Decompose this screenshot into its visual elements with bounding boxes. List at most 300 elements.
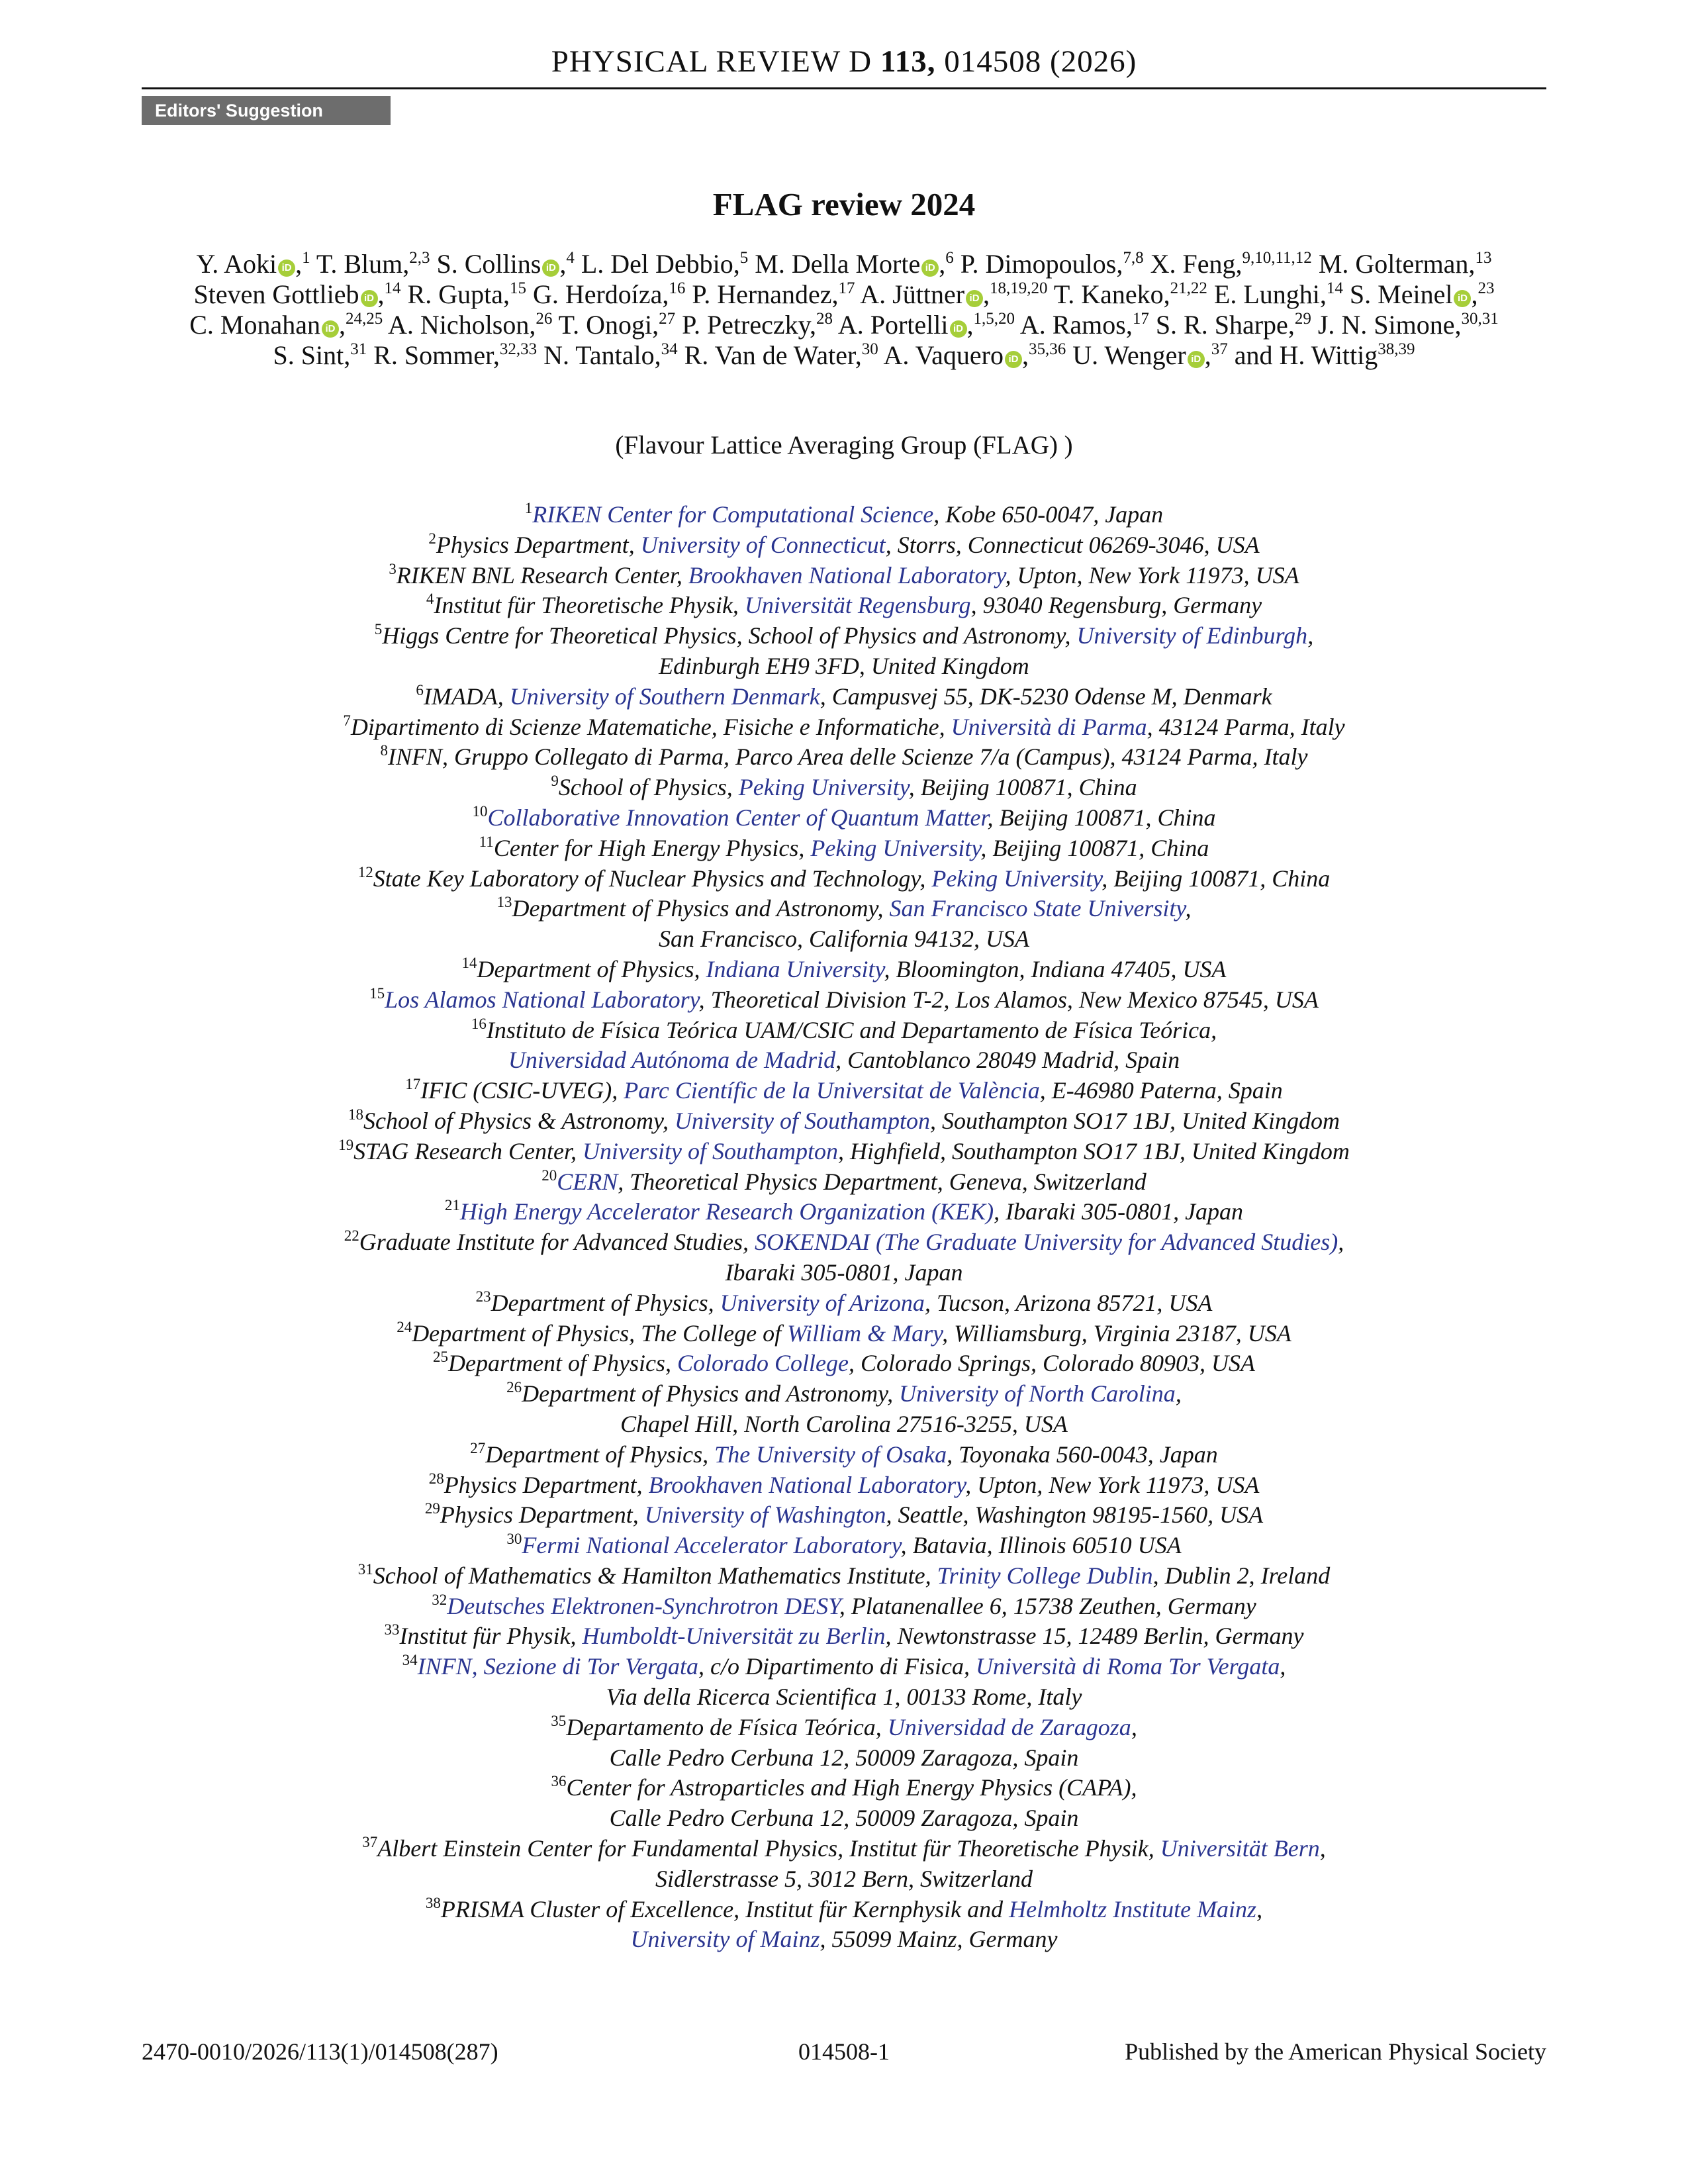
orcid-icon[interactable]: iD (950, 320, 967, 338)
author (682, 310, 833, 340)
author (316, 249, 430, 279)
affiliation-line (132, 1227, 1556, 1258)
affiliation-text: Calle Pedro Cerbuna 12, 50009 Zaragoza, Spain (609, 1744, 1079, 1771)
author-name: N. Tantalo, (543, 340, 661, 370)
affiliation-text: , Storrs, Connecticut 06269-3046, USA (885, 531, 1260, 558)
affiliation-line (132, 1531, 1556, 1561)
affiliation-number: 31 (357, 1560, 373, 1578)
affiliation-marker: 23 (1477, 279, 1495, 297)
affiliation-text: State Key Laboratory of Nuclear Physics and Technology, (373, 865, 932, 892)
affiliation-text: Sidlerstrasse 5, 3012 Bern, Switzerland (655, 1865, 1033, 1892)
author-line (132, 279, 1556, 310)
affiliation-number: 17 (405, 1076, 421, 1093)
affiliation-line (132, 742, 1556, 773)
affiliation-line (132, 1803, 1556, 1834)
affiliation-text: San Francisco, California 94132, USA (659, 926, 1029, 953)
orcid-icon[interactable]: iD (921, 260, 939, 277)
affiliation-marker: 7,8 (1123, 249, 1144, 267)
institution-link[interactable]: University of Connecticut (640, 531, 886, 558)
institution-link[interactable]: Universität Regensburg (744, 592, 971, 619)
affiliation-number: 15 (369, 984, 385, 1002)
affiliation-line (132, 924, 1556, 955)
affiliation-text: STAG Research Center, (353, 1137, 583, 1164)
affiliation-text: , Seattle, Washington 98195-1560, USA (886, 1501, 1264, 1529)
affiliation-line (132, 1440, 1556, 1470)
institution-link[interactable]: San Francisco State University (889, 895, 1186, 922)
affiliation-marker: 4 (566, 249, 575, 267)
affiliation-line (132, 1106, 1556, 1137)
institution-link[interactable]: Deutsches Elektronen-Synchrotron DESY (447, 1592, 839, 1619)
author-name: A. Nicholson, (388, 310, 536, 340)
affiliation-number: 32 (432, 1591, 447, 1608)
author: Y. Aoki iD ,$^1$ (196, 249, 310, 279)
affiliation-line (132, 712, 1556, 743)
affiliation-number: 10 (472, 802, 488, 820)
institution-link[interactable]: Collaborative Innovation Center of Quantum Matter (487, 804, 988, 831)
author-name: U. Wenger (1072, 340, 1186, 370)
institution-link[interactable]: Universidad Autónoma de Madrid (508, 1047, 836, 1074)
affiliation-text: RIKEN BNL Research Center, (396, 561, 688, 589)
affiliation-number: 6 (416, 681, 424, 698)
affiliation-marker: 34 (661, 340, 678, 358)
author: C. Monahan iD ,$^{24,25}$ (189, 310, 383, 340)
author-name: J. N. Simone, (1317, 310, 1462, 340)
institution-link[interactable]: Brookhaven National Laboratory (688, 561, 1006, 589)
affiliation-marker: 14 (384, 279, 401, 297)
affiliation-marker: 28 (816, 310, 833, 328)
affiliation-number: 11 (479, 833, 494, 850)
author-name: G. Herdoíza, (532, 279, 669, 309)
affiliation-marker: 17 (1132, 310, 1149, 328)
author (961, 249, 1144, 279)
author-name: and H. Wittig (1234, 340, 1378, 370)
affiliation-marker: 26 (536, 310, 553, 328)
affiliation-text: , Tucson, Arizona 85721, USA (924, 1289, 1213, 1316)
affiliation-text: , 93040 Regensburg, Germany (970, 592, 1262, 619)
affiliation-number: 22 (344, 1227, 359, 1245)
affiliation-line (132, 1773, 1556, 1803)
affiliation-text: , Ibaraki 305-0801, Japan (994, 1198, 1244, 1225)
author: A. Vaquero iD ,$^{35,36}$ (883, 340, 1066, 370)
affiliation-text: Center for Astroparticles and High Energy Physics (CAPA), (566, 1774, 1137, 1801)
author: M. Della Morte iD ,$^6$ (755, 249, 954, 279)
affiliation-line (132, 1076, 1556, 1106)
author (1235, 340, 1415, 370)
affiliation-text: School of Physics & Astronomy, (363, 1107, 675, 1134)
affiliation-number: 28 (428, 1470, 444, 1487)
affiliation-number: 9 (551, 773, 559, 790)
author (273, 340, 367, 370)
affiliation-text: , (1319, 1835, 1326, 1862)
author-name: R. Sommer, (373, 340, 500, 370)
affiliation-text: IMADA, (423, 683, 510, 710)
institution-link[interactable]: INFN, Sezione di Tor Vergata (417, 1653, 699, 1680)
affiliation-line (132, 1924, 1556, 1955)
affiliation-number: 2 (428, 530, 436, 547)
affiliation-line (132, 894, 1556, 924)
affiliation-text: Department of Physics, (477, 955, 706, 982)
header-rule (142, 87, 1546, 89)
affiliation-marker: 6 (945, 249, 954, 267)
institution-link[interactable]: University of Southern Denmark (509, 683, 820, 710)
institution-link[interactable]: Trinity College Dublin (937, 1562, 1153, 1589)
affiliation-line (132, 1167, 1556, 1198)
footer-page-number: 014508-1 (798, 2038, 890, 2065)
affiliation-line (132, 682, 1556, 712)
institution-link[interactable]: Colorado College (677, 1350, 849, 1377)
affiliation-number: 12 (357, 863, 373, 880)
affiliation-line (132, 1016, 1556, 1046)
author-name: S. Sint, (273, 340, 351, 370)
affiliation-text: Instituto de Física Teórica UAM/CSIC and Departamento de Física Teórica, (486, 1016, 1217, 1043)
affiliation-number: 37 (362, 1834, 378, 1851)
author-name: R. Gupta, (407, 279, 510, 309)
affiliation-text: , Batavia, Illinois 60510 USA (900, 1532, 1182, 1559)
affiliation-text: Department of Physics and Astronomy, (512, 895, 890, 922)
institution-link[interactable]: Helmholtz Institute Mainz (1009, 1895, 1257, 1923)
journal-header (142, 44, 1546, 79)
affiliation-number: 20 (541, 1166, 557, 1184)
institution-link[interactable]: SOKENDAI (The Graduate University for Advanced Studies) (755, 1229, 1338, 1256)
affiliation-marker: 30,31 (1461, 310, 1499, 328)
affiliation-text: Institut für Theoretische Physik, (434, 592, 745, 619)
affiliation-text: , Theoretical Division T-2, Los Alamos, New Mexico 87545, USA (698, 986, 1319, 1013)
author (1156, 310, 1311, 340)
author (692, 279, 855, 309)
affiliation-marker: 17 (838, 279, 855, 297)
affiliation-number: 5 (374, 621, 383, 638)
affiliation-number: 16 (471, 1015, 487, 1032)
author: Steven Gottlieb iD ,$^{14}$ (193, 279, 401, 309)
affiliation-text: , (1256, 1895, 1263, 1923)
affiliation-line (132, 651, 1556, 682)
affiliation-line (132, 1288, 1556, 1319)
affiliation-text: Institut für Physik, (399, 1623, 583, 1650)
affiliation-number: 8 (380, 742, 388, 759)
affiliation-line (132, 955, 1556, 985)
author-name: C. Monahan (189, 310, 320, 340)
affiliation-text: Chapel Hill, North Carolina 27516-3255, USA (620, 1410, 1068, 1437)
affiliation-text: , Newtonstrasse 15, 12489 Berlin, Germany (885, 1623, 1304, 1650)
affiliation-line (132, 1258, 1556, 1288)
orcid-icon[interactable]: iD (542, 260, 559, 277)
affiliation-text: , Williamsburg, Virginia 23187, USA (942, 1319, 1291, 1347)
affiliation-line (132, 1591, 1556, 1622)
institution-link[interactable]: University of Washington (644, 1501, 886, 1529)
affiliation-number: 33 (384, 1621, 400, 1638)
affiliation-text: , (1175, 1380, 1182, 1407)
affiliation-line (132, 1137, 1556, 1167)
affiliation-marker: 37 (1211, 340, 1228, 358)
affiliation-marker: 13 (1475, 249, 1492, 267)
affiliation-text: Center for High Energy Physics, (493, 834, 811, 861)
affiliation-text: Physics Department, (436, 531, 641, 558)
institution-link[interactable]: Peking University (738, 774, 909, 801)
affiliation-text: Ibaraki 305-0801, Japan (725, 1258, 963, 1286)
affiliation-text: , Cantoblanco 28049 Madrid, Spain (835, 1047, 1180, 1074)
affiliation-text: , Highfield, Southampton SO17 1BJ, United Kingdom (837, 1137, 1350, 1164)
affiliation-marker: 30 (861, 340, 878, 358)
affiliation-number: 7 (343, 712, 351, 729)
orcid-icon[interactable]: iD (361, 290, 378, 307)
affiliation-marker: 31 (350, 340, 367, 358)
institution-link[interactable]: High Energy Accelerator Research Organization (KEK) (459, 1198, 994, 1225)
affiliation-line (132, 1713, 1556, 1743)
affiliation-text: Department of Physics, (485, 1441, 715, 1468)
affiliation-text: Calle Pedro Cerbuna 12, 50009 Zaragoza, Spain (609, 1805, 1079, 1832)
institution-link[interactable]: University of Southampton (675, 1107, 930, 1134)
affiliation-number: 36 (551, 1773, 567, 1790)
institution-link[interactable]: Università di Roma Tor Vergata (975, 1653, 1280, 1680)
author-name: A. Ramos, (1019, 310, 1133, 340)
affiliation-number: 35 (551, 1712, 567, 1729)
affiliation-number: 18 (348, 1106, 364, 1123)
institution-link[interactable]: University of North Carolina (899, 1380, 1176, 1407)
editors-suggestion-badge[interactable]: Editors' Suggestion (142, 96, 391, 125)
affiliation-text: , Toyonaka 560-0043, Japan (947, 1441, 1218, 1468)
affiliation-number: 34 (402, 1652, 418, 1669)
footer-identifier: 2470-0010/2026/113(1)/014508(287) (142, 2038, 498, 2065)
affiliation-text: Higgs Centre for Theoretical Physics, School of Physics and Astronomy, (382, 622, 1077, 649)
affiliation-text: , Platanenallee 6, 15738 Zeuthen, Germany (839, 1592, 1256, 1619)
affiliation-line (132, 833, 1556, 864)
author (1054, 279, 1207, 309)
affiliation-line (132, 1834, 1556, 1864)
author-name: P. Hernandez, (692, 279, 839, 309)
author-name: P. Dimopoulos, (960, 249, 1123, 279)
affiliation-number: 13 (496, 894, 512, 911)
affiliation-marker: 1,5,20 (973, 310, 1015, 328)
affiliation-text: , Southampton SO17 1BJ, United Kingdom (929, 1107, 1340, 1134)
affiliation-line (132, 1743, 1556, 1774)
orcid-icon[interactable]: iD (1454, 290, 1471, 307)
affiliation-text: Department of Physics, (491, 1289, 720, 1316)
author-line (132, 310, 1556, 340)
author-list (132, 249, 1556, 371)
author-line (132, 249, 1556, 279)
affiliation-text: Department of Physics, (448, 1350, 677, 1377)
affiliation-line (132, 500, 1556, 530)
affiliation-line (132, 1895, 1556, 1925)
institution-link[interactable]: University of Arizona (720, 1289, 925, 1316)
author (1214, 279, 1343, 309)
author: A. Jüttner iD ,$^{18,19,20}$ (860, 279, 1048, 309)
author (408, 279, 526, 309)
affiliation-marker: 38,39 (1378, 340, 1415, 358)
orcid-icon[interactable]: iD (966, 290, 983, 307)
affiliation-number: 21 (444, 1197, 460, 1214)
author (684, 340, 878, 370)
institution-link[interactable]: Humboldt-Universität zu Berlin (582, 1623, 886, 1650)
author-name: A. Jüttner (860, 279, 965, 309)
affiliation-marker: 2,3 (409, 249, 430, 267)
affiliation-text: , (1307, 622, 1314, 649)
orcid-icon[interactable]: iD (322, 320, 339, 338)
affiliation-line (132, 530, 1556, 561)
author-name: T. Onogi, (558, 310, 659, 340)
author (1020, 310, 1149, 340)
affiliation-text: , Beijing 100871, China (980, 834, 1209, 861)
author (1318, 310, 1499, 340)
affiliation-text: , Colorado Springs, Colorado 80903, USA (848, 1350, 1255, 1377)
author-name: T. Kaneko, (1053, 279, 1170, 309)
institution-link[interactable]: Los Alamos National Laboratory (385, 986, 699, 1013)
author-name: S. Collins (436, 249, 541, 279)
affiliation-text: Department of Physics, The College of (412, 1319, 788, 1347)
affiliation-text: , Beijing 100871, China (1102, 865, 1331, 892)
affiliation-text: , Campusvej 55, DK-5230 Odense M, Denmark (820, 683, 1272, 710)
affiliation-text: School of Mathematics & Hamilton Mathematics Institute, (373, 1562, 937, 1589)
affiliation-text: , Dublin 2, Ireland (1152, 1562, 1331, 1589)
affiliation-line (132, 1470, 1556, 1501)
affiliation-line (132, 1500, 1556, 1531)
affiliation-line (132, 591, 1556, 621)
affiliation-text: INFN, Gruppo Collegato di Parma, Parco Area delle Scienze 7/a (Campus), 43124 Parma, Italy (387, 743, 1308, 771)
author-name: S. R. Sharpe, (1155, 310, 1295, 340)
institution-link[interactable]: Universidad de Zaragoza (887, 1713, 1131, 1740)
author-name: Y. Aoki (196, 249, 277, 279)
affiliation-number: 25 (433, 1349, 448, 1366)
author-name: T. Blum, (316, 249, 410, 279)
affiliation-line (132, 1652, 1556, 1682)
institution-link[interactable]: CERN (557, 1168, 618, 1195)
affiliation-number: 30 (506, 1531, 522, 1548)
institution-link[interactable]: Universität Bern (1160, 1835, 1320, 1862)
affiliation-line (132, 1319, 1556, 1349)
affiliation-text: , 55099 Mainz, Germany (820, 1926, 1058, 1953)
affiliation-line (132, 1409, 1556, 1440)
author-line (132, 340, 1556, 371)
affiliation-text: , (1185, 895, 1192, 922)
author-name: E. Lunghi, (1213, 279, 1327, 309)
affiliation-line (132, 1045, 1556, 1076)
author-name: A. Portelli (837, 310, 949, 340)
affiliation-line (132, 1561, 1556, 1591)
affiliation-text: , 43124 Parma, Italy (1147, 713, 1345, 740)
collaboration-name: (Flavour Lattice Averaging Group (FLAG) ) (615, 431, 1073, 459)
institution-link[interactable]: Peking University (810, 834, 981, 861)
affiliation-text: , Upton, New York 11973, USA (1005, 561, 1299, 589)
affiliation-marker: 5 (739, 249, 749, 267)
affiliation-marker: 21,22 (1170, 279, 1207, 297)
author-name: P. Petreczky, (682, 310, 817, 340)
institution-link[interactable]: RIKEN Center for Computational Science (532, 501, 934, 528)
institution-link[interactable]: Brookhaven National Laboratory (648, 1471, 966, 1498)
affiliation-marker: 1 (302, 249, 310, 267)
affiliation-text: , (1338, 1229, 1344, 1256)
author (388, 310, 552, 340)
institution-link[interactable]: William & Mary (787, 1319, 943, 1347)
affiliation-text: PRISMA Cluster of Excellence, Institut für Kernphysik and (440, 1895, 1009, 1923)
affiliation-line (132, 561, 1556, 591)
affiliation-marker: 15 (509, 279, 526, 297)
affiliation-text: , c/o Dipartimento di Fisica, (698, 1653, 976, 1680)
author-name: M. Della Morte (755, 249, 921, 279)
author: S. Meinel iD ,$^{23}$ (1349, 279, 1495, 309)
affiliation-text: Physics Department, (440, 1501, 645, 1529)
institution-link[interactable]: Fermi National Accelerator Laboratory (522, 1532, 901, 1559)
affiliation-number: 1 (524, 500, 533, 516)
paper-title: FLAG review 2024 (712, 186, 976, 222)
author-name: R. Van de Water, (684, 340, 862, 370)
author-name: A. Vaquero (883, 340, 1004, 370)
author-name: Steven Gottlieb (193, 279, 359, 309)
affiliation-marker: 18,19,20 (990, 279, 1048, 297)
affiliation-text: , Kobe 650-0047, Japan (933, 501, 1164, 528)
affiliation-text: Graduate Institute for Advanced Studies, (359, 1229, 755, 1256)
affiliation-line (132, 864, 1556, 894)
author-name: X. Feng, (1150, 249, 1243, 279)
affiliation-line (132, 1864, 1556, 1895)
affiliation-text: , Beijing 100871, China (987, 804, 1216, 831)
affiliation-line (132, 1349, 1556, 1379)
author (543, 340, 678, 370)
affiliation-line (132, 803, 1556, 833)
affiliation-marker: 32,33 (499, 340, 538, 358)
affiliation-marker: 27 (659, 310, 676, 328)
affiliation-text: Edinburgh EH9 3FD, United Kingdom (659, 652, 1029, 679)
affiliation-line (132, 1621, 1556, 1652)
author (1150, 249, 1312, 279)
affiliation-text: , E-46980 Paterna, Spain (1039, 1077, 1283, 1104)
footer-publisher: Published by the American Physical Society (1125, 2038, 1546, 2065)
affiliation-text: Physics Department, (444, 1471, 649, 1498)
affiliation-number: 24 (397, 1318, 412, 1335)
orcid-icon[interactable]: iD (1188, 351, 1205, 368)
author-name: M. Golterman, (1318, 249, 1476, 279)
journal-volume: 113, (880, 44, 936, 79)
affiliation-marker: 35,36 (1028, 340, 1066, 358)
institution-link[interactable]: Indiana University (706, 955, 884, 982)
affiliation-text: , (1280, 1653, 1286, 1680)
affiliation-text: , Beijing 100871, China (908, 774, 1137, 801)
institution-link[interactable]: The University of Osaka (714, 1441, 947, 1468)
affiliation-line (132, 1682, 1556, 1713)
author (373, 340, 537, 370)
journal-name: PHYSICAL REVIEW D (551, 44, 872, 79)
orcid-icon[interactable]: iD (278, 260, 295, 277)
affiliation-marker: 16 (669, 279, 686, 297)
institution-link[interactable]: University of Edinburgh (1076, 622, 1308, 649)
author-name: L. Del Debbio, (581, 249, 740, 279)
institution-link[interactable]: Peking University (931, 865, 1102, 892)
affiliation-number: 3 (389, 560, 397, 577)
orcid-icon[interactable]: iD (1005, 351, 1022, 368)
institution-link[interactable]: Parc Científic de la Universitat de València (624, 1077, 1040, 1104)
affiliation-number: 27 (470, 1439, 486, 1456)
affiliation-number: 4 (426, 591, 434, 608)
institution-link[interactable]: Università di Parma (951, 713, 1147, 740)
author (533, 279, 685, 309)
affiliation-marker: 14 (1326, 279, 1343, 297)
affiliation-number: 38 (425, 1894, 441, 1911)
affiliation-text: , Bloomington, Indiana 47405, USA (884, 955, 1227, 982)
affiliation-number: 26 (506, 1379, 522, 1396)
author-name: S. Meinel (1349, 279, 1453, 309)
affiliation-number: 29 (424, 1500, 440, 1517)
affiliation-marker: 9,10,11,12 (1242, 249, 1312, 267)
article-number: 014508 (2026) (944, 44, 1137, 79)
affiliation-text: , Upton, New York 11973, USA (965, 1471, 1260, 1498)
affiliation-text: Albert Einstein Center for Fundamental Physics, Institut für Theoretische Physik, (377, 1835, 1160, 1862)
institution-link[interactable]: University of Southampton (583, 1137, 838, 1164)
author: U. Wenger iD ,$^{37}$ (1072, 340, 1228, 370)
affiliation-marker: 29 (1294, 310, 1311, 328)
affiliation-number: 23 (475, 1288, 491, 1305)
institution-link[interactable]: University of Mainz (630, 1926, 820, 1953)
author (581, 249, 748, 279)
author: S. Collins iD ,$^4$ (436, 249, 575, 279)
